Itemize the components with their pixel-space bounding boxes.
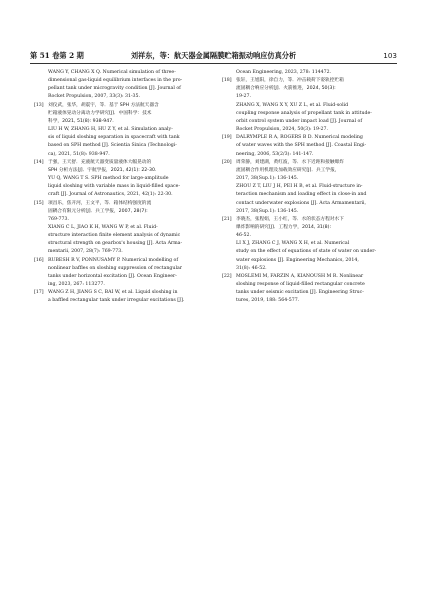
reference-line: ca), 2021, 51(8): 938-947. (48, 151, 110, 157)
reference-entry (34, 289, 212, 305)
reference-line: coupling response analysis of propellant tank in attitude- (236, 110, 372, 116)
reference-line: RUBESH R V, PONNUSAMY P. Numerical modelling of (48, 257, 179, 263)
reference-entry (34, 159, 212, 200)
reference-entry (222, 159, 400, 216)
reference-line: structure interaction finite element analysis of dynamic (48, 233, 181, 239)
reference-line: contact underwater explosions [J]. Acta Armamentarii, (236, 200, 366, 206)
reference-line: orbit control system under impact load [J]. Journal of (236, 118, 363, 124)
reference-line: water explosions [J]. Engineering Mechanics, 2014, (236, 257, 359, 263)
reference-number: [18] (222, 78, 232, 84)
reference-line: sis of liquid sloshing separation in spacecraft with tank (48, 135, 180, 141)
reference-line: 2017, 38(Sup.1): 136-145. (236, 208, 299, 214)
reference-number: [17] (34, 290, 44, 296)
reference-line: 项昌乐，焦开河，王文平，等．箱体结构强度的流 (48, 200, 152, 206)
references-right-column (222, 69, 400, 306)
reference-line: 爆炸影响的研究[J]．工程力学，2014, 31(8): (236, 224, 332, 230)
reference-line: mentarii, 2007, 28(7): 769-773. (48, 249, 123, 255)
reference-line: 2017, 38(Sup.1): 136-145. (236, 176, 299, 182)
reference-line: 19-27. (236, 94, 252, 100)
reference-line: 流固耦合作用机理及加载效应研究[J]．兵工学报， (236, 167, 340, 173)
reference-line: nonlinear baffles on sloshing suppression of rectangular (48, 265, 182, 271)
reference-number: [22] (222, 273, 232, 279)
running-header (30, 50, 397, 62)
reference-line: 周荣静，刘建湖，黄红波，等．水下近距和接触爆炸 (236, 159, 344, 165)
reference-line: XIANG C L, JIAO K H, WANG W P, et al. Fluid- (48, 224, 158, 230)
reference-line: ZHOU Z T, LIU J H, PEI H B, et al. Fluid-structure in- (236, 184, 363, 190)
reference-line: ing, 2023, 267: 113277. (48, 282, 105, 288)
reference-number: [14] (34, 159, 44, 165)
reference-line: tures, 2019, 188: 564-577. (236, 298, 300, 304)
reference-line: of water waves with the SPH method [J]. Coastal Engi- (236, 143, 367, 149)
reference-line: WANG Z H, JIANG S C, BAI W, et al. Liquid sloshing in (48, 290, 178, 296)
reference-line: tanks under seismic excitation [J]. Engineering Struc- (236, 290, 364, 296)
journal-volume: 第 51 卷第 2 期 (30, 51, 84, 60)
reference-line: Rocket Propulsion, 2007, 33(3): 31-35. (48, 94, 141, 100)
reference-line: SPH 分析方法[J]．宇航学报，2021, 42(1): 22-30. (48, 167, 157, 173)
reference-entry (222, 273, 400, 306)
reference-entry (222, 77, 400, 134)
reference-line: dimensional gas-liquid equilibrium interfaces in the pro- (48, 78, 183, 84)
reference-line: LIU H W, ZHANG H, HU Z Y, et al. Simulation analy- (48, 127, 173, 133)
reference-line: craft [J]. Journal of Astronautics, 2021, 42(1): 22-30. (48, 192, 173, 198)
reference-line: 31(8): 46-52. (236, 265, 267, 271)
reference-line: YU Q, WANG T S. SPH method for large-amplitude (48, 176, 169, 182)
reference-line: 贮箱液体晃动分离动力学研究[J]．中国科学：技术 (48, 110, 152, 116)
reference-line: 46-52. (236, 233, 252, 239)
reference-line: 769-773. (48, 216, 69, 222)
reference-line: liquid sloshing with variable mass in liquid-filled space- (48, 184, 181, 190)
reference-line: study on the effect of equations of state of water on under- (236, 249, 377, 255)
running-title: 刘祥东，等：航天器金属隔膜贮箱振动响应仿真分析 (130, 51, 297, 60)
reference-line: 科学，2021, 51(8): 938-947. (48, 118, 114, 124)
reference-line: based on SPH method [J]. Scientia Sinica (Technologi- (48, 143, 177, 149)
reference-line: WANG Y, CHANG X Q. Numerical simulation of three- (48, 70, 176, 75)
reference-line: ZHANG X, WANG X Y, XU Z L, et al. Fluid-solid (236, 102, 349, 108)
reference-entry (34, 200, 212, 257)
reference-line: pellant tank under microgravity condition [J]. Journal of (48, 86, 181, 92)
reference-line: structural strength on gearbox's housing [J]. Acta Arma- (48, 241, 183, 247)
reference-number: [13] (34, 102, 44, 108)
reference-line: tanks under horizontal excitation [J]. Ocean Engineer- (48, 273, 177, 279)
reference-line: DALRYMPLE R A, ROGERS B D. Numerical modeling (236, 135, 363, 141)
reference-line: LI X J, ZHANG C J, WANG X H, et al. Numerical (236, 241, 350, 247)
header-rule (30, 63, 397, 64)
reference-line: Ocean Engineering, 2023, 278: 114472. (236, 70, 332, 75)
reference-line: 张轩，王旭阳，徐自力，等．冲击载荷下姿轨控贮箱 (236, 78, 344, 84)
reference-number: [16] (34, 257, 44, 263)
reference-line: 流固耦合响应分析[J]．火箭推进，2024, 50(3): (236, 86, 336, 92)
reference-line: sloshing response of liquid-filled rectangular concrete (236, 282, 365, 288)
reference-line: neering, 2006, 53(2/3): 141-147. (236, 151, 314, 157)
reference-line: 刘仪武，张华，胡震宇，等．基于 SPH 方法航天器含 (48, 102, 159, 108)
reference-number: [21] (222, 216, 232, 222)
reference-number: [19] (222, 135, 232, 141)
reference-entry (222, 134, 400, 158)
reference-line: teraction mechanism and loading effect in close-in and (236, 192, 367, 198)
references-left-column (34, 69, 212, 306)
reference-entry (222, 216, 400, 273)
reference-entry (34, 102, 212, 159)
reference-line: 于强，王天舒．充液航天器变质量液体大幅晃动的 (48, 159, 152, 165)
reference-line: 李晓杰，张程娟，王小红，等．水的状态方程对水下 (236, 216, 344, 222)
reference-number: [20] (222, 159, 232, 165)
reference-line: a baffled rectangular tank under irregular excitations [J]. (48, 298, 185, 304)
reference-entry (34, 257, 212, 290)
reference-line: MOSLEMI M, FARZIN A, KIANOUSH M R. Nonlinear (236, 273, 364, 279)
reference-line: Rocket Propulsion, 2024, 50(3): 19-27. (236, 127, 329, 133)
reference-number: [15] (34, 200, 44, 206)
reference-entry (222, 69, 400, 77)
page-number: 103 (383, 51, 397, 60)
reference-line: 固耦合有限元分析[J]．兵工学报，2007, 28(7): (48, 208, 148, 214)
reference-entry (34, 69, 212, 102)
